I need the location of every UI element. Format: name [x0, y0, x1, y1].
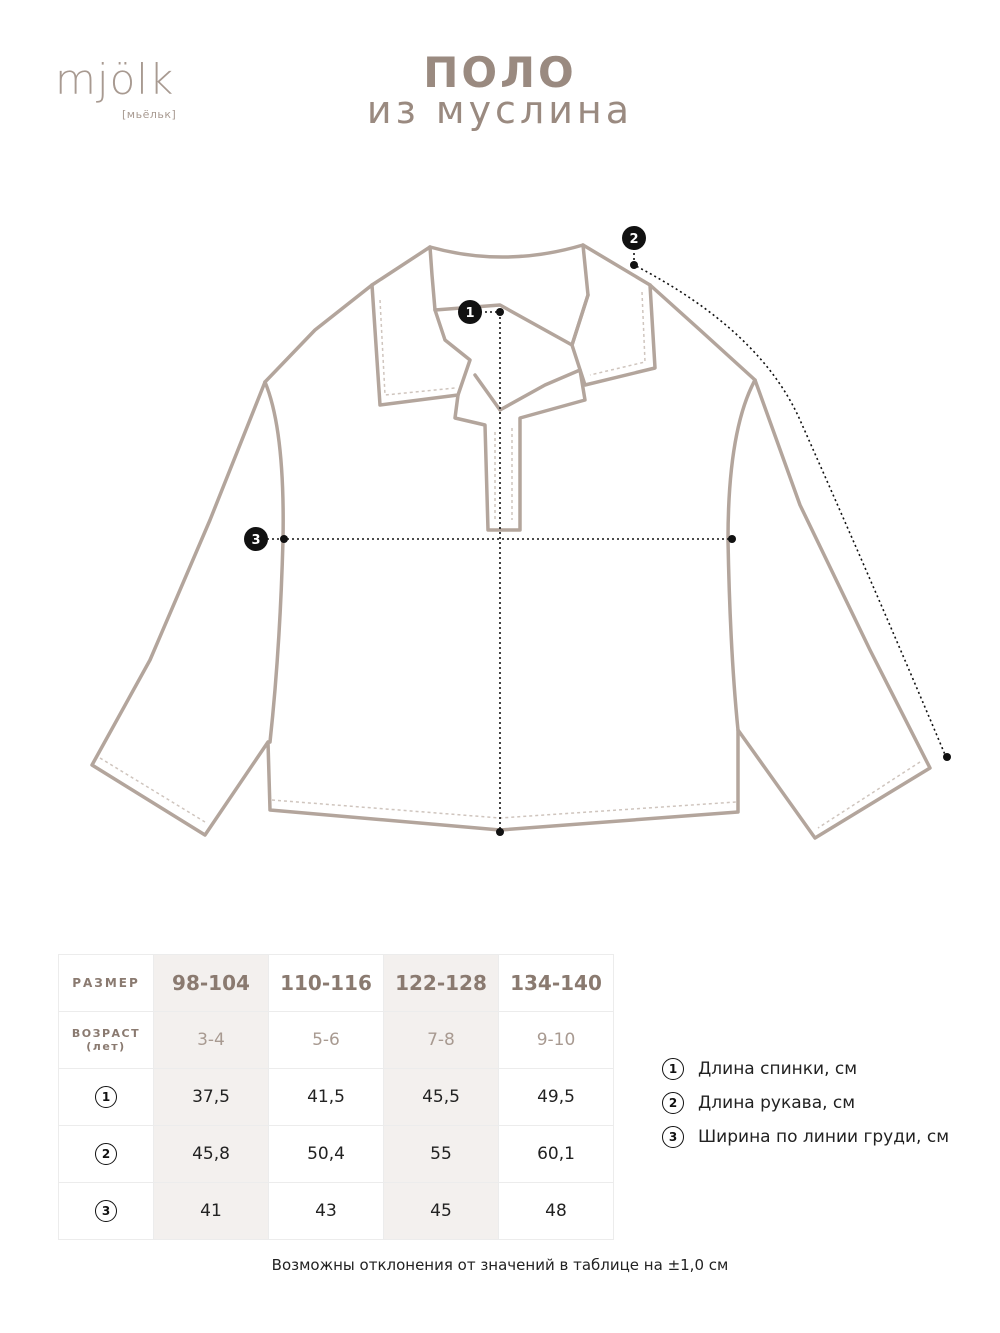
legend-item: [662, 1052, 949, 1086]
row-marker: [59, 1183, 154, 1240]
table-cell: 41: [154, 1183, 269, 1240]
collar-left: [372, 285, 470, 405]
placket: [455, 370, 585, 530]
legend-label: Длина рукава, см: [698, 1093, 856, 1113]
age-value: 7-8: [384, 1012, 499, 1069]
age-row: [59, 1012, 614, 1069]
armhole-right: [728, 380, 755, 730]
marker-3-label: 3: [251, 533, 261, 548]
row-marker: [59, 1069, 154, 1126]
marker-1-icon: 1: [95, 1086, 117, 1108]
armhole-left: [265, 382, 283, 742]
measure-row-3: [59, 1183, 614, 1240]
size-122-128: 122-128: [384, 955, 499, 1012]
marker-2: [622, 226, 646, 250]
marker-2-label: 2: [629, 232, 639, 247]
table-cell: 55: [384, 1126, 499, 1183]
marker-1: [458, 300, 482, 324]
table-cell: 50,4: [269, 1126, 384, 1183]
size-98-104: 98-104: [154, 955, 269, 1012]
table-cell: 45,8: [154, 1126, 269, 1183]
age-value: 3-4: [154, 1012, 269, 1069]
logo-subtext: [мьёльк]: [122, 108, 177, 121]
table-cell: 41,5: [269, 1069, 384, 1126]
legend-label: Ширина по линии груди, см: [698, 1127, 950, 1147]
table-cell: 45: [384, 1183, 499, 1240]
marker-3-icon: 3: [662, 1126, 684, 1148]
collar: [430, 245, 588, 345]
table-cell: 37,5: [154, 1069, 269, 1126]
table-cell: 45,5: [384, 1069, 499, 1126]
age-label-unit: (лет): [86, 1040, 126, 1053]
size-row: [59, 955, 614, 1012]
age-value: 9-10: [499, 1012, 614, 1069]
legend: [662, 1052, 949, 1154]
page-subtitle: из муслина: [366, 88, 634, 132]
size-label: РАЗМЕР: [59, 955, 154, 1012]
marker-1-icon: 1: [662, 1058, 684, 1080]
size-110-116: 110-116: [269, 955, 384, 1012]
size-134-140: 134-140: [499, 955, 614, 1012]
page-title: ПОЛО: [423, 48, 577, 97]
table-cell: 48: [499, 1183, 614, 1240]
size-table: [58, 954, 614, 1240]
measure-row-2: [59, 1126, 614, 1183]
row-marker: [59, 1126, 154, 1183]
marker-2-icon: 2: [662, 1092, 684, 1114]
table-cell: 49,5: [499, 1069, 614, 1126]
table-cell: 43: [269, 1183, 384, 1240]
polo-drawing: [0, 200, 1000, 860]
marker-1-label: 1: [465, 306, 475, 321]
legend-item: [662, 1120, 949, 1154]
marker-3: [244, 527, 268, 551]
tolerance-note: Возможны отклонения от значений в таблице на ±1,0 см: [271, 1256, 729, 1274]
age-label-main: ВОЗРАСТ: [71, 1027, 141, 1040]
age-label: [59, 1012, 154, 1069]
marker-2-icon: 2: [95, 1143, 117, 1165]
table-cell: 60,1: [499, 1126, 614, 1183]
age-value: 5-6: [269, 1012, 384, 1069]
sleeve-length-line: [634, 238, 946, 757]
marker-3-icon: 3: [95, 1200, 117, 1222]
measure-row-1: [59, 1069, 614, 1126]
logo-text: mjölk: [55, 55, 175, 104]
legend-label: Длина спинки, см: [698, 1059, 858, 1079]
legend-item: [662, 1086, 949, 1120]
garment-outline: [92, 245, 930, 838]
